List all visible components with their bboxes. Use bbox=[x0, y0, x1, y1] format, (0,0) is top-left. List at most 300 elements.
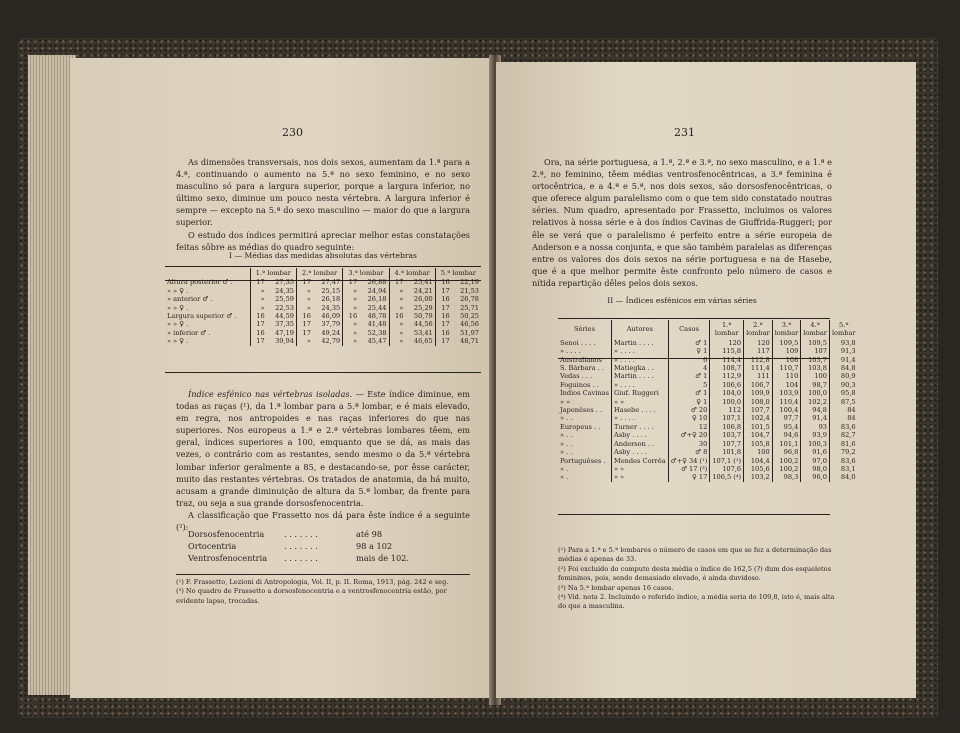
table-cell: Índios Cavinas bbox=[560, 389, 610, 398]
table-cell: 17 bbox=[389, 278, 405, 286]
table-cell: 111 bbox=[744, 372, 773, 380]
column-header: Séries bbox=[574, 325, 595, 334]
table-cell: 84 bbox=[829, 414, 857, 422]
table-cell: 115,8 bbox=[710, 347, 744, 355]
table-cell: 117 bbox=[744, 347, 773, 355]
table-cell: 103,9 bbox=[772, 389, 801, 397]
table-cell: 110,7 bbox=[772, 364, 801, 372]
table-cell: 104,0 bbox=[710, 389, 744, 397]
row-label: » anterior ♂ . bbox=[167, 295, 213, 304]
table-cell: 17 bbox=[435, 287, 451, 295]
table-cell: 93,9 bbox=[801, 431, 830, 439]
table-rule bbox=[558, 514, 830, 515]
table-cell: 97,7 bbox=[772, 414, 801, 422]
column-header: 1.ª lombar bbox=[250, 268, 296, 278]
footnote: (²) No quadro de Frassetto a dorsosfenocentria e a ventrosfenocentria estão, por evidente lapso, trocadas. bbox=[176, 587, 447, 605]
table-cell: » . bbox=[560, 473, 569, 482]
table-cell: 100,4 bbox=[772, 406, 801, 414]
table-cell: Asby . . . . bbox=[612, 431, 669, 439]
table-cell: » bbox=[343, 287, 359, 295]
table-cell: Giuf. Ruggeri bbox=[612, 389, 669, 397]
table-cell: 91,4 bbox=[801, 414, 830, 422]
row-label: » » ♀ . bbox=[167, 303, 189, 312]
table-cell: 46,09 bbox=[321, 312, 341, 321]
column-header: Autores bbox=[612, 320, 669, 339]
table-cell: 37,79 bbox=[321, 320, 341, 329]
table-cell: » . . . . bbox=[612, 381, 669, 389]
table-cell: ♀ 17 bbox=[668, 473, 710, 481]
table-cell: 25,15 bbox=[321, 286, 341, 295]
table-cell: » bbox=[296, 337, 312, 345]
table-cell: 48,78 bbox=[367, 312, 387, 321]
table-cell: 102,4 bbox=[744, 414, 773, 422]
table-cell: » bbox=[250, 287, 266, 295]
table-cell: 103,7 bbox=[710, 431, 744, 439]
column-header: 4.ª lombar bbox=[801, 320, 830, 339]
table-cell: 84,8 bbox=[829, 364, 857, 372]
table-row bbox=[165, 312, 481, 320]
table-cell: ♂ 1 bbox=[668, 372, 710, 380]
table-cell: 107,1 (¹) bbox=[710, 457, 744, 465]
table-cell: » bbox=[389, 337, 405, 345]
table-cell: 82,7 bbox=[829, 431, 857, 439]
table-cell: Anderson . . bbox=[612, 440, 669, 448]
footnote: (²) Foi excluido do computo desta média o índice de 162,5 (?) dum dos esqueletos femininos, pois, sendo demasiado elevado, é ainda duvidoso. bbox=[558, 564, 831, 583]
classification-row bbox=[188, 540, 428, 552]
leader-dots: . . . . . . . bbox=[284, 541, 318, 552]
table-row bbox=[558, 406, 858, 414]
column-header: 3.ª lombar bbox=[343, 268, 389, 278]
right-text-block bbox=[532, 156, 832, 289]
table-cell: » bbox=[250, 304, 266, 312]
table-cell: 39,94 bbox=[275, 337, 294, 346]
table-cell: ♂ 1 bbox=[668, 389, 710, 397]
table-cell: 12 bbox=[668, 423, 710, 431]
table-cell: » bbox=[389, 304, 405, 312]
table-rule bbox=[558, 318, 830, 319]
table-cell: 25,71 bbox=[460, 303, 479, 312]
table-cell: 4 bbox=[668, 364, 710, 372]
table-cell: 44,59 bbox=[275, 312, 294, 321]
table-cell: 16 bbox=[435, 312, 451, 320]
table-cell: Asby . . . . bbox=[612, 448, 669, 456]
table-cell: » . . . . bbox=[612, 356, 669, 364]
table-cell: 107,1 bbox=[710, 414, 744, 422]
footnote: (⁴) Vid. nota 2. Incluindo o referido índice, a média seria de 109,8, isto é, mais alta do que a masculina. bbox=[558, 593, 835, 611]
table-cell: 104 bbox=[772, 381, 801, 389]
table-cell: 100,0 bbox=[710, 398, 744, 406]
table-cell: 17 bbox=[296, 320, 312, 328]
table-cell: 26,78 bbox=[460, 295, 479, 304]
table-cell: 46,65 bbox=[413, 337, 433, 346]
table-cell: 16 bbox=[250, 312, 266, 320]
left-footnotes bbox=[176, 578, 470, 606]
table-cell: 81,6 bbox=[829, 440, 857, 448]
row-label: Largura superior ♂ . bbox=[167, 312, 237, 321]
table-cell: 100,3 bbox=[801, 440, 830, 448]
table-cell: Vedas . . . bbox=[560, 372, 593, 381]
table-cell: 83,6 bbox=[829, 423, 857, 431]
classification-value: até 98 bbox=[356, 529, 383, 539]
column-header: 1.ª lombar bbox=[710, 320, 744, 339]
table-row bbox=[165, 329, 481, 337]
table-row bbox=[558, 356, 858, 364]
column-header: 4.ª lombar bbox=[389, 268, 435, 278]
table-cell: » . . . . bbox=[612, 347, 669, 355]
table-cell: 107,6 bbox=[710, 465, 744, 473]
table-row bbox=[558, 339, 858, 347]
table-cell: 98,7 bbox=[801, 381, 830, 389]
table-cell: S. Bárbara . . bbox=[560, 364, 605, 373]
table-cell: 25,59 bbox=[275, 295, 294, 304]
table-cell: » bbox=[343, 295, 359, 303]
table-cell: 112,9 bbox=[710, 372, 744, 380]
table-cell: 25,41 bbox=[413, 278, 433, 287]
table-cell: » bbox=[296, 287, 312, 295]
table-cell: 107 bbox=[801, 347, 830, 355]
table-cell: 25,29 bbox=[413, 303, 433, 312]
table-cell: » . . bbox=[560, 431, 573, 440]
table-caption: II — Índices esfénicos em várias séries bbox=[607, 296, 757, 305]
table-cell: Foguinos . . bbox=[560, 380, 599, 389]
table-cell: Martin . . . . bbox=[612, 372, 669, 380]
paragraph: O estudo dos índices permitirá apreciar melhor estas constatações feitas sôbre as médias do quadro seguinte: bbox=[176, 229, 470, 252]
footnote: (¹) F. Frassetto, Lezioni di Antropologia, Vol. II, p. II. Roma, 1913, pág. 242 e seg. bbox=[176, 578, 449, 586]
table-row bbox=[558, 440, 858, 448]
footnote: (³) Na 5.ª lombar apenas 16 casos. bbox=[558, 583, 674, 592]
table-cell: 101,8 bbox=[710, 448, 744, 456]
table-row bbox=[165, 287, 481, 295]
footnote: (¹) Para a 1.ª e 5.ª lombares o número de casos em que se fez a determinação das médias é apenas de 33. bbox=[558, 546, 832, 564]
table-cell: 106,6 bbox=[710, 381, 744, 389]
table-cell: 106,7 bbox=[744, 381, 773, 389]
column-header: 2.ª lombar bbox=[744, 320, 773, 339]
column-header: 2.ª lombar bbox=[296, 268, 342, 278]
table-cell: 100,0 bbox=[801, 389, 830, 397]
table-cell: 93,8 bbox=[829, 339, 857, 347]
table-row bbox=[558, 414, 858, 422]
left-text-block-1 bbox=[176, 156, 470, 253]
table-cell: » bbox=[343, 337, 359, 345]
table-cell: 104,4 bbox=[744, 457, 773, 465]
column-header: 3.ª lombar bbox=[772, 320, 801, 339]
table-row bbox=[558, 389, 858, 397]
table-cell: Turner . . . . bbox=[612, 423, 669, 431]
paragraph: Ora, na série portuguesa, a 1.ª, 2.ª e 3.ª, no sexo masculino, e a 1.ª e 2.ª, no feminino, têem médias ventrosfenocêntricas, a 3.ª feminina é ortocêntrica, e a 4.ª e 5.ª, nos dois sexos, são dorsosfenocêntricas, o que oferece algum paralelismo com o que tem sido constatado noutras séries. Num quadro, apresentado por Frassetto, incluimos os valores relativos à nossa série e à dos índios Cavinas de Giuffrida-Ruggeri; por êle se verá que o paralelismo é perfeito entre a série europeia de Anderson e a nossa conjunta, e que são também paralelas as diferenças entre os valores dos dois sexos na série portuguesa e na de Hasebe, que é a que melhor permite êste confronto pelo número de casos e nítida repartição dêles pelos dois sexos. bbox=[532, 157, 832, 288]
table-cell: ♂ 17 (³) bbox=[668, 465, 710, 473]
table-row bbox=[165, 295, 481, 303]
table-cell: 21,53 bbox=[460, 286, 479, 295]
table-cell: 22,19 bbox=[460, 278, 479, 287]
right-page bbox=[496, 62, 916, 698]
row-label: » » ♀ . bbox=[167, 320, 189, 329]
table-rule bbox=[165, 280, 481, 281]
table-cell: 101,1 bbox=[772, 440, 801, 448]
row-label: » » ♀ . bbox=[167, 286, 189, 295]
table-cell: Mendes Corrêa bbox=[612, 457, 669, 465]
table-cell: 105,8 bbox=[744, 440, 773, 448]
table-cell: 91,4 bbox=[829, 356, 857, 364]
table-cell: » bbox=[296, 304, 312, 312]
table-cell: » bbox=[343, 304, 359, 312]
table-cell: 53,41 bbox=[413, 328, 433, 337]
table-cell: 45,47 bbox=[367, 337, 387, 346]
table-cell: 103,7 bbox=[801, 356, 830, 364]
table-cell: 17 bbox=[296, 329, 312, 337]
table-cell: 107,7 bbox=[710, 440, 744, 448]
table-cell: 16 bbox=[296, 312, 312, 320]
table-cell: 95,4 bbox=[772, 423, 801, 431]
table-cell: 91,6 bbox=[801, 448, 830, 456]
table-row bbox=[558, 457, 858, 465]
table-cell: 83,6 bbox=[829, 457, 857, 465]
table-cell: ♂ 20 bbox=[668, 406, 710, 414]
table-cell: » » bbox=[612, 398, 669, 406]
table-cell: 27,47 bbox=[321, 278, 341, 287]
table-cell: » bbox=[389, 329, 405, 337]
table-cell: ♂ 1 bbox=[668, 339, 710, 347]
table-cell: 51,97 bbox=[460, 328, 479, 337]
table-cell: 110,4 bbox=[772, 398, 801, 406]
table-cell: 17 bbox=[435, 304, 451, 312]
table-cell: 100,2 bbox=[772, 457, 801, 465]
table-cell: 100,2 bbox=[772, 465, 801, 473]
table-cell: 17 bbox=[343, 278, 359, 286]
table-cell: Europeus . . bbox=[560, 422, 601, 431]
table-cell: 97,0 bbox=[801, 457, 830, 465]
table-row bbox=[558, 364, 858, 372]
page-edges bbox=[28, 55, 76, 695]
table-cell: 50,79 bbox=[413, 312, 433, 321]
table-row bbox=[558, 473, 858, 481]
footnote-rule bbox=[176, 574, 470, 575]
table-cell: 46,56 bbox=[460, 320, 479, 329]
table-cell: 17 bbox=[250, 278, 266, 286]
table-cell: 100 bbox=[801, 372, 830, 380]
table-cell: 16 bbox=[435, 295, 451, 303]
table-cell: » » bbox=[560, 397, 571, 406]
table-cell: 24,21 bbox=[413, 286, 433, 295]
table-cell: Portuguêses . bbox=[560, 456, 606, 465]
table-cell: 17 bbox=[435, 320, 451, 328]
table-cell: 26,18 bbox=[367, 295, 387, 304]
table-cell: 27,35 bbox=[275, 278, 294, 287]
left-text-block-2 bbox=[176, 388, 470, 533]
table-cell: 94,6 bbox=[772, 431, 801, 439]
table-cell: 25,44 bbox=[367, 303, 387, 312]
table-cell: 96,8 bbox=[772, 448, 801, 456]
leader-dots: . . . . . . . bbox=[284, 553, 318, 564]
table-cell: 17 bbox=[435, 337, 451, 345]
table-cell: » bbox=[343, 320, 359, 328]
table-cell: 52,38 bbox=[367, 328, 387, 337]
column-header: Casos bbox=[668, 320, 710, 339]
table-cell: 120 bbox=[710, 339, 744, 347]
page-number: 230 bbox=[282, 126, 303, 139]
table-cell: 90,3 bbox=[829, 381, 857, 389]
table-cell: 109,5 bbox=[772, 339, 801, 347]
table-cell: 17 bbox=[296, 278, 312, 286]
table-cell: Hasebe . . . . bbox=[612, 406, 669, 414]
table-cell: 95,8 bbox=[829, 389, 857, 397]
table-cell: 102,2 bbox=[801, 398, 830, 406]
table-cell: 103,2 bbox=[744, 473, 773, 481]
table-cell: 108 bbox=[772, 356, 801, 364]
row-label: Altura posterior ♂ . bbox=[167, 278, 233, 287]
table-cell: 49,24 bbox=[321, 328, 341, 337]
paragraph: — Este índice diminue, em todas as raças (¹), da 1.ª lombar para a 5.ª lombar, e é mais elevado, em regra, nos antropoides e nas raças inferiores do que nas superiores. Nos europeus a 1.ª e 2.ª vértebras lombares têem, em geral, índices superiores a 100, emquanto que se dá, as mais das vezes, o contrário com as restantes, sendo mesmo o da 5.ª vértebra lombar inferior geralmente a 85, e destacando-se, por êsse carácter, muito das restantes vértebras. Os tratados de anatomia, da há muito, acusam a grande diminuição de altura da 5.ª lombar, da frente para traz, ou seja a sua grande dorsosfenocentria. bbox=[176, 389, 470, 508]
table-cell: 109,5 bbox=[801, 339, 830, 347]
sphenic-indices-table bbox=[558, 320, 858, 482]
table-cell: 96,0 bbox=[801, 473, 830, 481]
table-cell: 109 bbox=[772, 347, 801, 355]
table-cell: 106,5 (⁴) bbox=[710, 473, 744, 481]
table-cell: 16 bbox=[389, 312, 405, 320]
classification-name: Ventrosfenocentria bbox=[188, 553, 268, 564]
table-cell: 24,35 bbox=[275, 286, 294, 295]
table-row bbox=[165, 304, 481, 312]
table-cell: 91,3 bbox=[829, 347, 857, 355]
row-label: » » ♀ . bbox=[167, 337, 189, 346]
table-cell: 100 bbox=[744, 448, 773, 456]
classification-value: mais de 102. bbox=[356, 553, 409, 564]
row-label: » inferior ♂ . bbox=[167, 328, 211, 337]
table-row bbox=[558, 398, 858, 406]
table-cell: ♂ 8 bbox=[668, 448, 710, 456]
table-cell: 84,0 bbox=[829, 473, 857, 481]
italic-heading: Índice esfénico nas vértebras isoladas. bbox=[188, 389, 353, 399]
classification-row bbox=[188, 552, 428, 564]
table-cell: 47,19 bbox=[275, 328, 294, 337]
table-cell: 93 bbox=[801, 423, 830, 431]
table-cell: 98,3 bbox=[772, 473, 801, 481]
table-cell: » bbox=[389, 287, 405, 295]
paragraph: A classificação que Frassetto nos dá para êste índice é a seguinte (²): bbox=[176, 509, 470, 533]
table-cell: 5 bbox=[668, 381, 710, 389]
table-cell: » » bbox=[612, 473, 669, 481]
classification-row bbox=[188, 528, 428, 540]
table-cell: 26,88 bbox=[367, 278, 387, 287]
table-cell: 37,35 bbox=[275, 320, 294, 329]
table-row bbox=[165, 337, 481, 345]
table-cell: 26,18 bbox=[321, 295, 341, 304]
table-cell: 41,48 bbox=[367, 320, 387, 329]
table-cell: 103,8 bbox=[801, 364, 830, 372]
table-row bbox=[165, 320, 481, 328]
table-cell: 84 bbox=[829, 406, 857, 414]
table-cell: 17 bbox=[250, 320, 266, 328]
table-cell: 105,6 bbox=[744, 465, 773, 473]
table-cell: 120 bbox=[744, 339, 773, 347]
column-header: 5.ª lombar bbox=[435, 268, 481, 278]
table-cell: 107,7 bbox=[744, 406, 773, 414]
table-cell: Martin . . . . bbox=[612, 339, 669, 347]
table-cell: » bbox=[250, 295, 266, 303]
table-cell: 98,0 bbox=[801, 465, 830, 473]
table-cell: » . . . . bbox=[612, 414, 669, 422]
column-header: 5.ª lombar bbox=[829, 320, 857, 339]
table-cell: 16 bbox=[435, 329, 451, 337]
table-cell: 26,00 bbox=[413, 295, 433, 304]
table-cell: » » bbox=[612, 465, 669, 473]
table-cell: 80,9 bbox=[829, 372, 857, 380]
table-cell: 48,71 bbox=[460, 337, 479, 346]
table-cell: ♂+♀ 20 bbox=[668, 431, 710, 439]
table-cell: » bbox=[389, 295, 405, 303]
table-cell: 114,4 bbox=[710, 356, 744, 364]
table-cell: 79,2 bbox=[829, 448, 857, 456]
table-cell: 22,53 bbox=[275, 303, 294, 312]
table-row bbox=[558, 431, 858, 439]
table-cell: 16 bbox=[250, 329, 266, 337]
table-cell: 108,0 bbox=[744, 398, 773, 406]
table-row bbox=[558, 448, 858, 456]
paragraph: As dimensões transversais, nos dois sexos, aumentam da 1.ª para a 4.ª, continuando o aumento na 5.ª no sexo feminino, e no sexo masculino só para a largura superior, porque a largura inferior, no último sexo, diminue um pouco nesta vértebra. A largura inferior é sempre — excepto na 5.ª do sexo masculino — maior do que a largura superior. bbox=[176, 157, 470, 228]
table-cell: » . . bbox=[560, 439, 573, 448]
table-cell: 112 bbox=[710, 406, 744, 414]
table-cell: 6 bbox=[668, 356, 710, 364]
page-number: 231 bbox=[674, 126, 695, 139]
table-cell: Senoi . . . . bbox=[560, 338, 596, 347]
table-cell: ♀ 1 bbox=[668, 398, 710, 406]
table-cell: » . . bbox=[560, 414, 573, 423]
table-row bbox=[558, 465, 858, 473]
table-cell: Japonêses . . bbox=[560, 406, 602, 415]
table-cell: » . . . . bbox=[560, 347, 581, 356]
table-cell: Matiegka . . bbox=[612, 364, 669, 372]
table-cell: 44,56 bbox=[413, 320, 433, 329]
classification-value: 98 a 102 bbox=[356, 541, 393, 552]
table-cell: » bbox=[389, 320, 405, 328]
table-caption: I — Médias das medidas absolutas das vértebras bbox=[229, 251, 417, 260]
table-cell: 83,1 bbox=[829, 465, 857, 473]
table-row bbox=[558, 423, 858, 431]
table-cell: 106,8 bbox=[710, 423, 744, 431]
table-cell: 112,8 bbox=[744, 356, 773, 364]
table-cell: 50,25 bbox=[460, 312, 479, 321]
table-cell: » bbox=[343, 329, 359, 337]
table-cell: 94,8 bbox=[801, 406, 830, 414]
table-cell: Australianos bbox=[560, 355, 602, 364]
classification-name: Ortocentria bbox=[188, 541, 237, 552]
table-row bbox=[558, 372, 858, 380]
table-cell: 24,35 bbox=[321, 303, 341, 312]
table-cell: 42,79 bbox=[321, 337, 341, 346]
classification-list bbox=[188, 528, 428, 565]
table-cell: ♀ 1 bbox=[668, 347, 710, 355]
table-cell: 104,7 bbox=[744, 431, 773, 439]
table-cell: 111,4 bbox=[744, 364, 773, 372]
table-row bbox=[558, 381, 858, 389]
table-cell: » . bbox=[560, 464, 569, 473]
table-row bbox=[558, 347, 858, 355]
left-page bbox=[70, 58, 494, 698]
table-cell: » bbox=[296, 295, 312, 303]
table-cell: ♂+♀ 34 (¹) bbox=[668, 457, 710, 465]
leader-dots: . . . . . . . bbox=[284, 529, 318, 539]
table-cell: 16 bbox=[435, 278, 451, 286]
table-cell: 109,9 bbox=[744, 389, 773, 397]
table-cell: 101,5 bbox=[744, 423, 773, 431]
table-cell: 17 bbox=[250, 337, 266, 345]
table-cell: 16 bbox=[343, 312, 359, 320]
table-cell: ♀ 10 bbox=[668, 414, 710, 422]
table-cell: 24,94 bbox=[367, 286, 387, 295]
right-footnotes bbox=[558, 546, 838, 612]
table-cell: 108,7 bbox=[710, 364, 744, 372]
table-cell: 87,5 bbox=[829, 398, 857, 406]
table-rule bbox=[165, 372, 481, 373]
